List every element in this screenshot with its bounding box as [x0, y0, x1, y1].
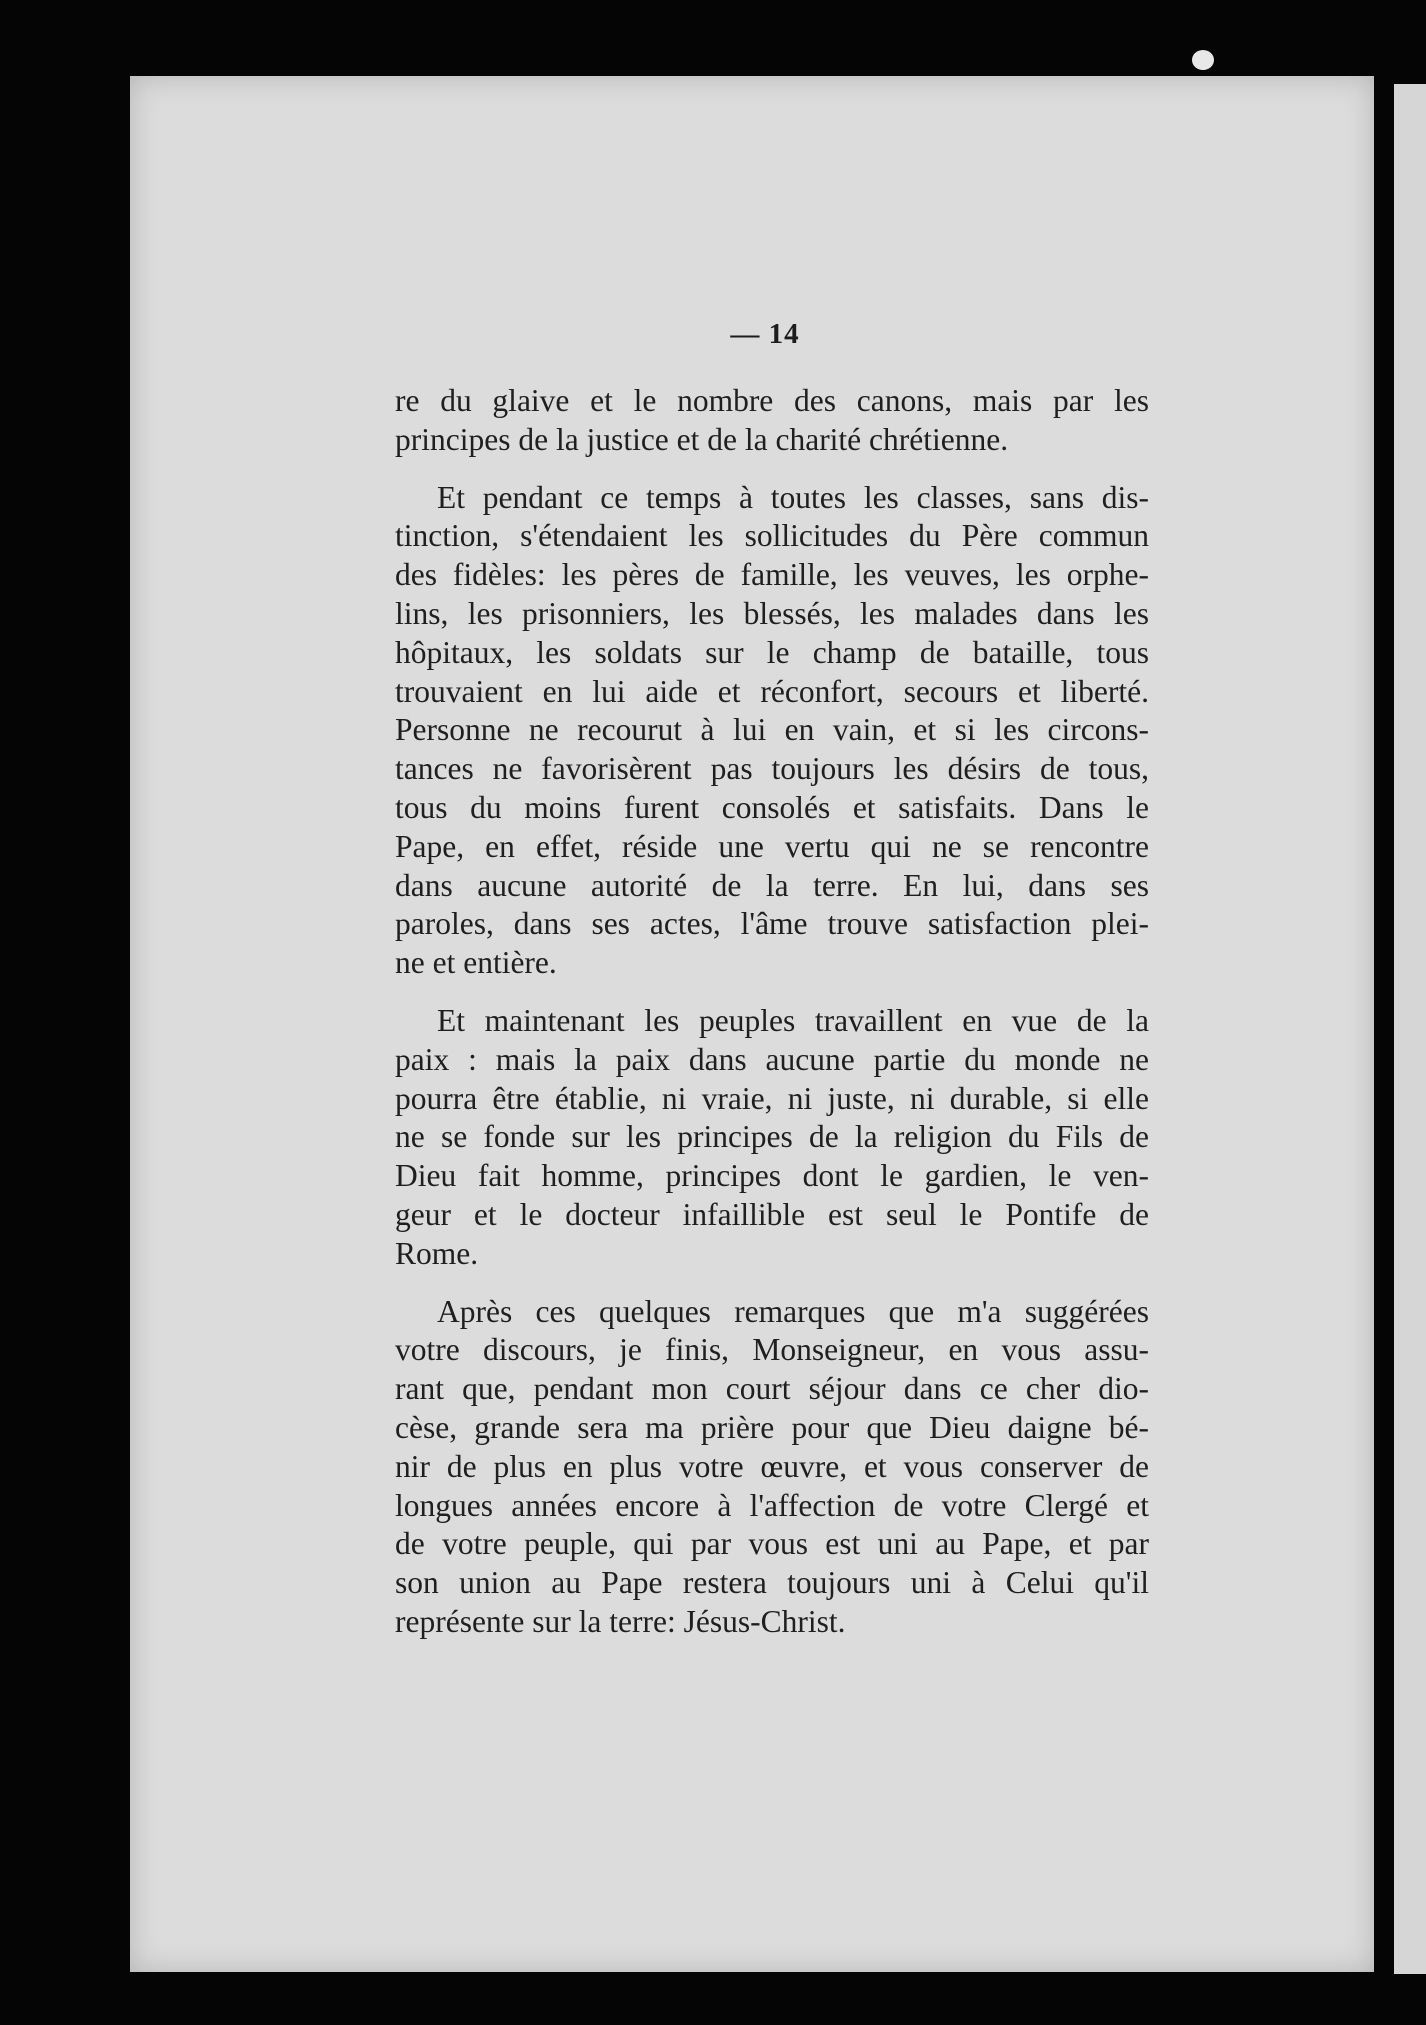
text-line: rant que, pendant mon court séjour dans ce cher dio- — [395, 1371, 1149, 1407]
text-line: principes de la justice et de la charité chrétienne. — [395, 421, 1009, 457]
text-line: pourra être établie, ni vraie, ni juste, ni durable, si elle — [395, 1080, 1149, 1116]
text-line: tances ne favorisèrent pas toujours les désirs de tous, — [395, 751, 1149, 787]
adjacent-page-edge — [1394, 84, 1426, 1974]
film-speck — [1192, 50, 1214, 70]
text-line: nir de plus en plus votre œuvre, et vous conserver de — [395, 1448, 1149, 1484]
text-line: de votre peuple, qui par vous est uni au Pape, et par — [395, 1526, 1149, 1562]
text-line: geur et le docteur infaillible est seul le Pontife de — [395, 1196, 1149, 1232]
text-line: paroles, dans ses actes, l'âme trouve satisfaction plei- — [395, 906, 1149, 942]
text-line: hôpitaux, les soldats sur le champ de bataille, tous — [395, 634, 1149, 670]
text-line: ne se fonde sur les principes de la religion du Fils de — [395, 1119, 1149, 1155]
text-line: Après ces quelques remarques que m'a suggérées — [437, 1293, 1149, 1329]
paragraph-3 — [395, 1002, 1149, 1274]
page-body-text — [395, 382, 1149, 1661]
text-line: tinction, s'étendaient les sollicitudes du Père commun — [395, 518, 1149, 554]
text-line: ne et entière. — [395, 945, 557, 981]
text-line: des fidèles: les pères de famille, les veuves, les orphe- — [395, 557, 1149, 593]
text-line: Personne ne recourut à lui en vain, et si les circons- — [395, 712, 1149, 748]
page-number: — 14 — [730, 318, 800, 350]
text-line: longues années encore à l'affection de votre Clergé et — [395, 1487, 1149, 1523]
text-line: représente sur la terre: Jésus-Christ. — [395, 1603, 846, 1639]
text-line: cèse, grande sera ma prière pour que Dieu daigne bé- — [395, 1409, 1149, 1445]
text-line: Dieu fait homme, principes dont le gardien, le ven- — [395, 1158, 1149, 1194]
text-line: dans aucune autorité de la terre. En lui, dans ses — [395, 867, 1149, 903]
text-line: Pape, en effet, réside une vertu qui ne se rencontre — [395, 828, 1149, 864]
text-line: Et maintenant les peuples travaillent en vue de la — [437, 1002, 1149, 1038]
text-line: lins, les prisonniers, les blessés, les malades dans les — [395, 595, 1149, 631]
text-line: re du glaive et le nombre des canons, mais par les — [395, 383, 1149, 418]
paragraph-4 — [395, 1293, 1149, 1642]
text-line: Rome. — [395, 1235, 479, 1271]
text-line: paix : mais la paix dans aucune partie du monde ne — [395, 1041, 1149, 1077]
text-line: son union au Pape restera toujours uni à Celui qu'il — [395, 1565, 1149, 1601]
text-line: trouvaient en lui aide et réconfort, secours et liberté. — [395, 673, 1149, 709]
paragraph-1 — [395, 382, 1149, 460]
text-line: Et pendant ce temps à toutes les classes, sans dis- — [437, 479, 1149, 515]
paragraph-2 — [395, 479, 1149, 983]
text-line: votre discours, je finis, Monseigneur, en vous assu- — [395, 1332, 1149, 1368]
text-line: tous du moins furent consolés et satisfaits. Dans le — [395, 789, 1149, 825]
